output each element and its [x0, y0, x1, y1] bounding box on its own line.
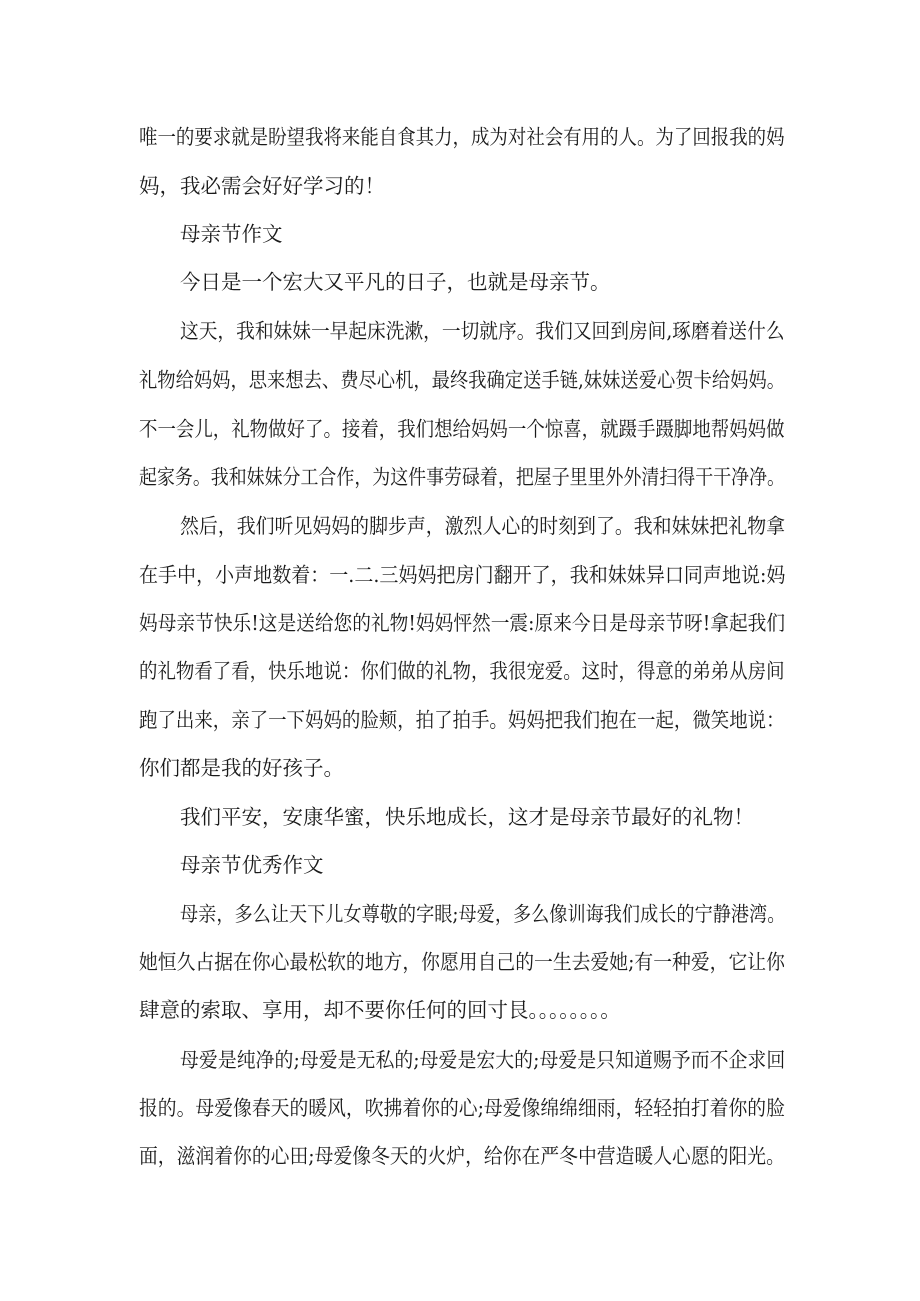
text-line: 然后，我们听见妈妈的脚步声，激烈人心的时刻到了。我和妹妹把礼物拿 [180, 514, 786, 538]
text-line: 你们都是我的好孩子。 [139, 756, 344, 780]
text-line: 礼物给妈妈，思来想去、费尽心机，最终我确定送手链,妹妹送爱心贺卡给妈妈。 [139, 368, 786, 392]
text-line: 今日是一个宏大又平凡的日子，也就是母亲节。 [180, 270, 611, 294]
text-line: 这天，我和妹妹一早起床洗漱，一切就序。我们又回到房间,琢磨着送什么 [180, 319, 785, 343]
section-heading: 母亲节优秀作文 [180, 853, 324, 877]
text-line: 肆意的索取、享用，却不要你任何的回寸艮。。。。。。。。 [139, 998, 621, 1022]
text-line: 妈，我必需会好好学习的！ [139, 174, 385, 198]
text-line: 她恒久占据在你心最松软的地方，你愿用自己的一生去爱她;有一种爱，它让你 [139, 950, 785, 974]
text-line: 母亲，多么让天下儿女尊敬的字眼;母爱，多么像训诲我们成长的宁静港湾。 [180, 902, 786, 926]
text-line: 报的。母爱像春天的暖风，吹拂着你的心;母爱像绵绵细雨，轻轻拍打着你的脸 [139, 1096, 785, 1120]
text-line: 跑了出来，亲了一下妈妈的脸颊，拍了拍手。妈妈把我们抱在一起，微笑地说： [139, 708, 785, 732]
text-line: 在手中，小声地数着：一.二.三妈妈把房门翻开了，我和妹妹异口同声地说:妈 [139, 563, 786, 587]
text-line: 的礼物看了看，快乐地说：你们做的礼物，我很宠爱。这时，得意的弟弟从房间 [139, 659, 785, 683]
section-heading: 母亲节作文 [180, 222, 283, 246]
text-line: 我们平安，安康华蜜，快乐地成长，这才是母亲节最好的礼物！ [180, 805, 754, 829]
text-line: 起家务。我和妹妹分工合作，为这件事劳碌着，把屋子里里外外清扫得干干净净。 [139, 465, 785, 489]
text-line: 唯一的要求就是盼望我将来能自食其力，成为对社会有用的人。为了回报我的妈 [139, 125, 785, 149]
text-line: 妈母亲节快乐!这是送给您的礼物!妈妈怦然一震:原来今日是母亲节呀!拿起我们 [139, 611, 786, 635]
text-line: 不一会儿，礼物做好了。接着，我们想给妈妈一个惊喜，就蹑手蹑脚地帮妈妈做 [139, 417, 785, 441]
text-line: 母爱是纯净的;母爱是无私的;母爱是宏大的;母爱是只知道赐予而不企求回 [180, 1048, 786, 1072]
text-line: 面，滋润着你的心田;母爱像冬天的火炉，给你在严冬中营造暖人心愿的阳光。 [139, 1144, 785, 1168]
